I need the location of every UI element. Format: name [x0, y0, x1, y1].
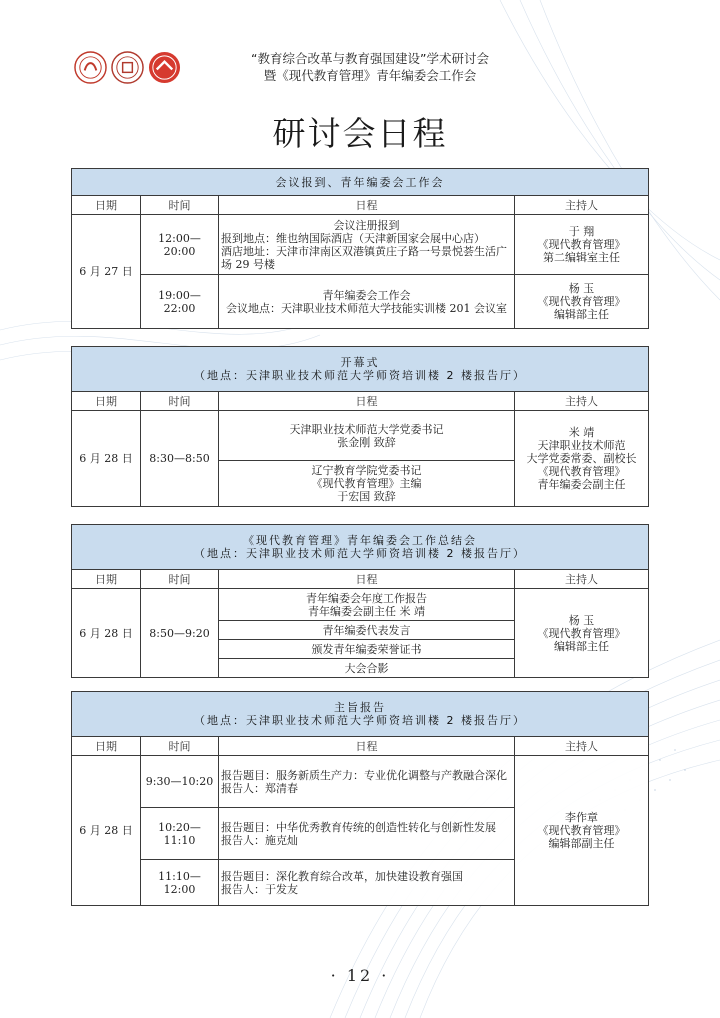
col-time: 时间 [141, 570, 219, 589]
schedule-cell: 大会合影 [219, 659, 515, 678]
schedule-line: 会议地点：天津职业技术师范大学技能实训楼 201 会议室 [226, 301, 507, 315]
section-title-text: 《现代教育管理》青年编委会工作总结会 [243, 534, 477, 547]
schedule-cell [219, 215, 515, 275]
table-row [72, 215, 649, 275]
section-title: 会议报到、青年编委会工作会 [72, 169, 649, 196]
host-line: 《现代教育管理》 [537, 238, 626, 251]
table-row [72, 756, 649, 808]
schedule-cell: 颁发青年编委荣誉证书 [219, 640, 515, 659]
time-cell: 12:00—20:00 [141, 215, 219, 275]
host-line: 《现代教育管理》 [537, 465, 626, 478]
host-line: 编辑部主任 [554, 308, 609, 321]
section-keynote [71, 691, 649, 906]
col-date: 日期 [72, 196, 141, 215]
report-speaker: 报告人：施克灿 [221, 833, 298, 847]
host-cell [515, 275, 649, 329]
table-row [72, 589, 649, 621]
table-row [72, 411, 649, 461]
time-cell: 9:30—10:20 [141, 756, 219, 808]
col-schedule: 日程 [219, 737, 515, 756]
date-cell: 6 月 28 日 [72, 411, 141, 507]
host-line: 《现代教育管理》 [537, 824, 626, 837]
col-date: 日期 [72, 392, 141, 411]
host-line: 李作章 [565, 811, 598, 824]
report-speaker: 报告人：郑清春 [221, 781, 298, 795]
col-schedule: 日程 [219, 570, 515, 589]
host-line: 《现代教育管理》 [537, 295, 626, 308]
host-line: 编辑部副主任 [548, 837, 615, 850]
host-line: 米 靖 [568, 426, 595, 439]
host-line: 杨 玉 [568, 282, 595, 295]
schedule-line: 天津职业技术师范大学党委书记 [289, 422, 444, 436]
time-cell: 19:00—22:00 [141, 275, 219, 329]
host-cell [515, 756, 649, 906]
col-time: 时间 [141, 392, 219, 411]
section-location: （地点：天津职业技术师范大学师资培训楼 2 楼报告厅） [194, 369, 526, 382]
table-row [72, 275, 649, 329]
host-line: 第二编辑室主任 [543, 251, 620, 264]
section-opening [71, 346, 649, 507]
section-title [72, 692, 649, 737]
col-host: 主持人 [515, 570, 649, 589]
host-line: 编辑部主任 [554, 639, 609, 653]
host-line: 于 翔 [568, 225, 595, 238]
schedule-cell [219, 461, 515, 507]
schedule-cell [219, 860, 515, 906]
schedule-cell [219, 275, 515, 329]
col-host: 主持人 [515, 196, 649, 215]
date-cell: 6 月 28 日 [72, 589, 141, 678]
col-host: 主持人 [515, 392, 649, 411]
col-date: 日期 [72, 570, 141, 589]
schedule-line: 《现代教育管理》主编 [311, 477, 422, 490]
time-cell: 11:10—12:00 [141, 860, 219, 906]
time-cell: 10:20—11:10 [141, 808, 219, 860]
time-cell: 8:30—8:50 [141, 411, 219, 507]
logo-one-icon [74, 51, 107, 84]
col-time: 时间 [141, 737, 219, 756]
col-host: 主持人 [515, 737, 649, 756]
host-line: 《现代教育管理》 [537, 626, 626, 640]
section-title-text: 开幕式 [340, 356, 380, 369]
schedule-line: 酒店地址：天津市津南区双港镇黄庄子路一号景悦荟生活广场 29 号楼 [221, 244, 507, 271]
host-line: 天津职业技术师范 [537, 439, 626, 452]
report-title: 报告题目：深化教育综合改革，加快建设教育强国 [221, 869, 463, 883]
date-cell: 6 月 28 日 [72, 756, 141, 906]
col-schedule: 日程 [219, 392, 515, 411]
page-title: 研讨会日程 [272, 114, 448, 153]
schedule-line: 张金刚 致辞 [337, 435, 396, 449]
report-title: 报告题目：服务新质生产力：专业优化调整与产教融合深化 [221, 768, 507, 782]
col-time: 时间 [141, 196, 219, 215]
schedule-cell [219, 411, 515, 461]
section-youth-editorial-summary [71, 524, 649, 678]
section-title-text: 主旨报告 [334, 701, 386, 714]
section-registration [71, 168, 649, 329]
schedule-cell: 青年编委代表发言 [219, 621, 515, 640]
schedule-line: 青年编委会年度工作报告 [306, 591, 427, 605]
host-cell [515, 589, 649, 678]
schedule-heading: 会议注册报到 [333, 218, 400, 232]
conference-title-line2: 暨《现代教育管理》青年编委会工作会 [263, 68, 477, 83]
section-location: （地点：天津职业技术师范大学师资培训楼 2 楼报告厅） [194, 714, 526, 727]
conference-title [160, 50, 580, 84]
page-number: · 12 · [330, 966, 390, 985]
schedule-line: 辽宁教育学院党委书记 [311, 464, 422, 477]
logo-two-icon [111, 51, 144, 84]
section-title [72, 525, 649, 570]
host-line: 青年编委会副主任 [537, 478, 626, 491]
schedule-line: 报到地点：维也纳国际酒店（天津新国家会展中心店） [221, 231, 485, 245]
host-line: 大学党委常委、副校长 [526, 452, 637, 465]
schedule-line: 于宏国 致辞 [337, 490, 396, 503]
schedule-cell [219, 589, 515, 621]
schedule-heading: 青年编委会工作会 [322, 288, 411, 302]
host-line: 杨 玉 [568, 613, 595, 627]
col-date: 日期 [72, 737, 141, 756]
section-location: （地点：天津职业技术师范大学师资培训楼 2 楼报告厅） [194, 547, 526, 560]
schedule-cell [219, 756, 515, 808]
time-cell: 8:50—9:20 [141, 589, 219, 678]
host-cell [515, 215, 649, 275]
schedule-cell [219, 808, 515, 860]
col-schedule: 日程 [219, 196, 515, 215]
host-cell [515, 411, 649, 507]
schedule-line: 青年编委会副主任 米 靖 [308, 604, 425, 618]
section-title [72, 347, 649, 392]
report-speaker: 报告人：于发友 [221, 882, 298, 896]
date-cell: 6 月 27 日 [72, 215, 141, 329]
conference-title-line1: “教育综合改革与教育强国建设”学术研讨会 [251, 51, 489, 66]
report-title: 报告题目：中华优秀教育传统的创造性转化与创新性发展 [221, 820, 496, 834]
